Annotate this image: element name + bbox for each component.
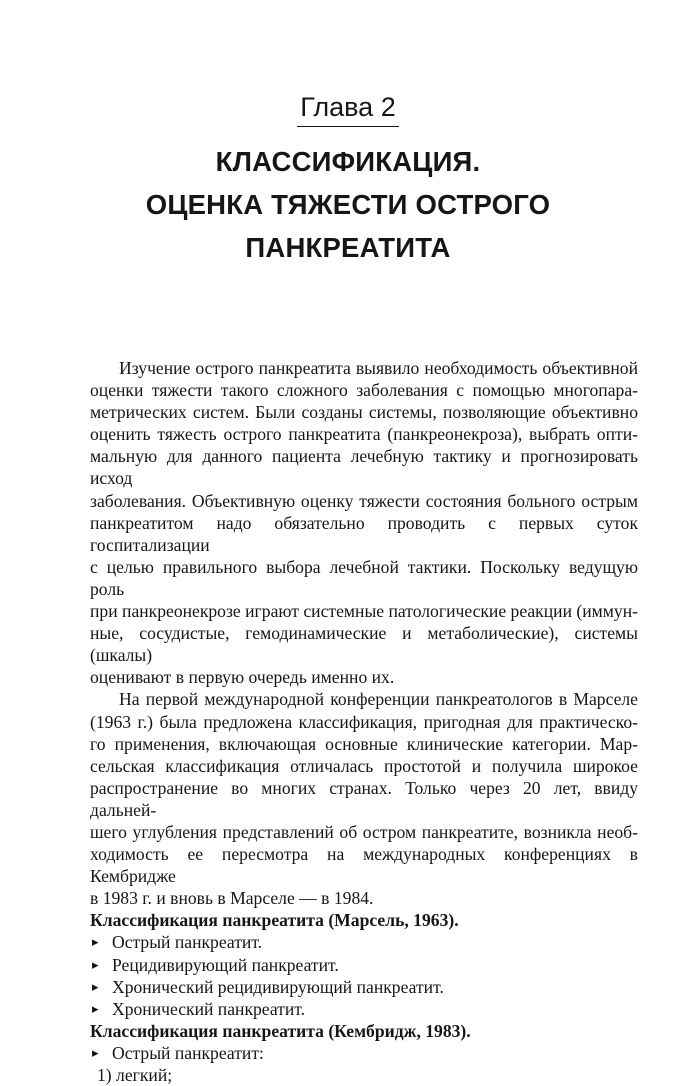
list-item-text: Рецидивирующий панкреатит. bbox=[112, 954, 339, 975]
text-line: ные, сосудистые, гемодинамические и метаболические), системы (шкалы) bbox=[90, 623, 638, 666]
bullet-icon: ▸ bbox=[92, 934, 99, 950]
bullet-icon: ▸ bbox=[92, 1000, 99, 1016]
chapter-title-line: КЛАССИФИКАЦИЯ. bbox=[215, 146, 481, 177]
chapter-label bbox=[0, 90, 696, 127]
body-text bbox=[90, 357, 638, 1086]
text-line: (1963 г.) была предложена классификация, пригодная для практическо- bbox=[90, 711, 638, 732]
text-line: при панкреонекрозе играют системные патологические реакции (иммун- bbox=[90, 601, 638, 622]
classification-list-1983 bbox=[90, 1042, 638, 1064]
text-line: Изучение острого панкреатита выявило необходимость объективной bbox=[119, 358, 638, 378]
list-item-text: Острый панкреатит. bbox=[112, 932, 263, 953]
text-line: панкреатитом надо обязательно проводить с первых суток госпитализации bbox=[90, 512, 638, 555]
chapter-number: Глава 2 bbox=[297, 90, 398, 127]
text-line: го применения, включающая основные клинические категории. Мар- bbox=[90, 733, 638, 754]
chapter-title bbox=[0, 140, 696, 269]
chapter-title-line: ПАНКРЕАТИТА bbox=[245, 232, 451, 263]
text-line: в 1983 г. и вновь в Марселе — в 1984. bbox=[90, 888, 374, 909]
bullet-icon: ▸ bbox=[92, 956, 99, 972]
text-line: метрических систем. Были созданы системы, позволяющие объективно bbox=[90, 402, 638, 423]
sub-item: 1) легкий; bbox=[97, 1065, 173, 1085]
text-line: сельская классификация отличалась простотой и получила широкое bbox=[90, 755, 638, 776]
text-line: с целью правильного выбора лечебной тактики. Поскольку ведущую роль bbox=[90, 556, 638, 599]
text-line: оценивают в первую очередь именно их. bbox=[90, 667, 395, 688]
text-line: распространение во многих странах. Только через 20 лет, ввиду дальней- bbox=[90, 777, 638, 820]
text-line: ходимость ее пересмотра на международных конференциях в Кембридже bbox=[90, 844, 638, 887]
text-line: оценить тяжесть острого панкреатита (панкреонекроза), выбрать опти- bbox=[90, 424, 638, 445]
text-line: заболевания. Объективную оценку тяжести состояния больного острым bbox=[90, 490, 638, 511]
bullet-icon: ▸ bbox=[92, 1044, 99, 1060]
text-line: оценки тяжести такого сложного заболевания с помощью многопара- bbox=[90, 380, 638, 401]
chapter-title-line: ОЦЕНКА ТЯЖЕСТИ ОСТРОГО bbox=[145, 189, 551, 220]
list-item bbox=[90, 976, 638, 998]
list-item bbox=[90, 998, 638, 1020]
text-line: шего углубления представлений об остром панкреатите, возникла необ- bbox=[90, 821, 638, 842]
list-item-text: Острый панкреатит: bbox=[112, 1042, 264, 1063]
list-item-text: Хронический рецидивирующий панкреатит. bbox=[112, 976, 444, 997]
text-line: мальную для данного пациента лечебную тактику и прогнозировать исход bbox=[90, 446, 638, 489]
paragraph-history bbox=[90, 688, 638, 909]
classification-heading-1963: Классификация панкреатита (Марсель, 1963). bbox=[90, 910, 459, 931]
list-item bbox=[90, 931, 638, 953]
list-item bbox=[90, 954, 638, 976]
bullet-icon: ▸ bbox=[92, 978, 99, 994]
list-item-text: Хронический панкреатит. bbox=[112, 998, 306, 1019]
text-line: На первой международной конференции панкреатологов в Марселе bbox=[119, 689, 638, 710]
list-item bbox=[90, 1042, 638, 1064]
classification-list-1963 bbox=[90, 931, 638, 1019]
paragraph-intro bbox=[90, 357, 638, 688]
classification-heading-1983: Классификация панкреатита (Кембридж, 1983). bbox=[90, 1020, 471, 1041]
